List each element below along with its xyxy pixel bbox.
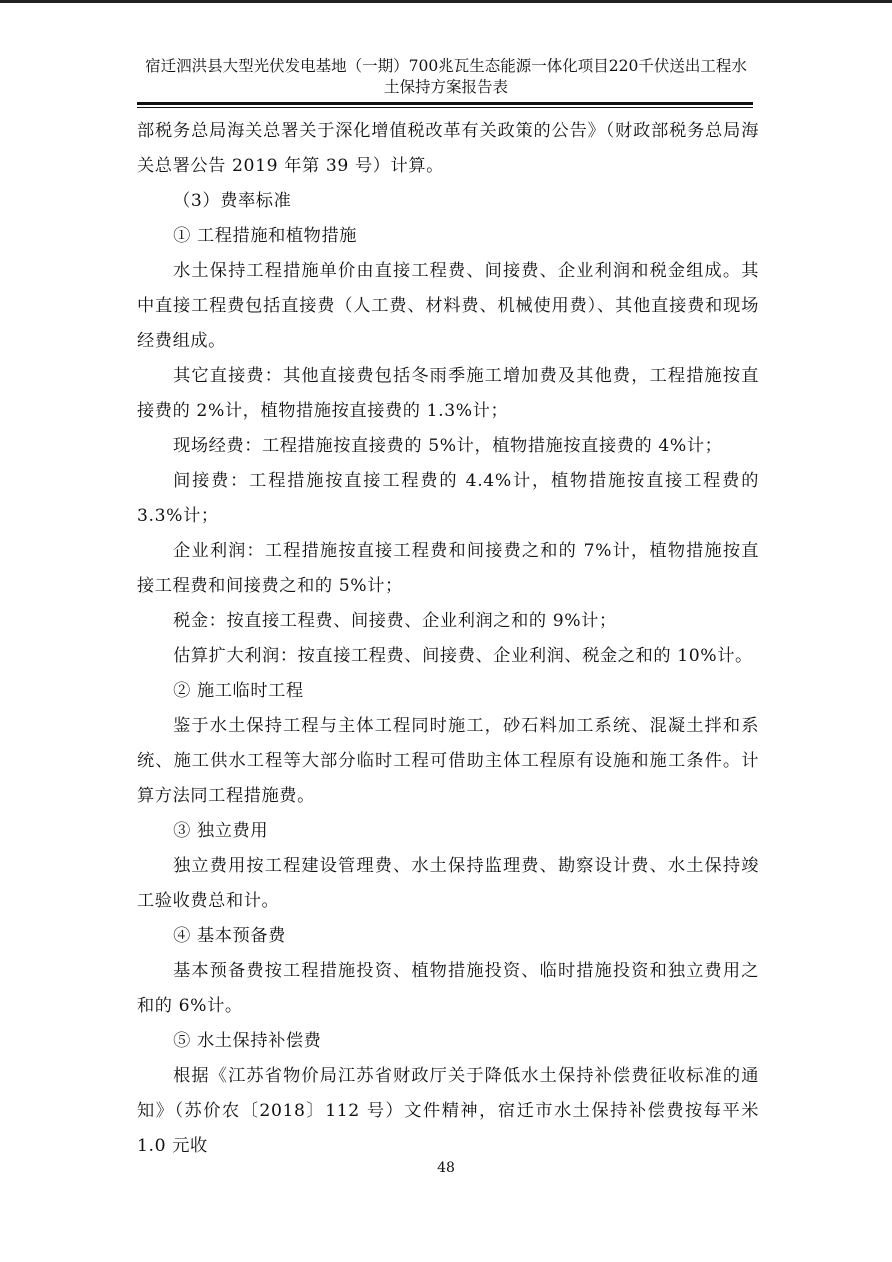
header-line-1: 宿迁泗洪县大型光伏发电基地（一期）700兆瓦生态能源一体化项目220千伏送出工程水 [145, 57, 747, 75]
body-text [137, 114, 759, 1164]
paragraph: 基本预备费按工程措施投资、植物措施投资、临时措施投资和独立费用之和的 6%计。 [137, 961, 759, 1016]
top-border [0, 0, 892, 3]
paragraph: 企业利润：工程措施按直接工程费和间接费之和的 7%计，植物措施按直接工程费和间接费之和的 5%计； [137, 541, 759, 596]
paragraph: 其它直接费：其他直接费包括冬雨季施工增加费及其他费，工程措施按直接费的 2%计，植物措施按直接费的 1.3%计； [137, 366, 759, 421]
paragraph: 间接费：工程措施按直接工程费的 4.4%计，植物措施按直接工程费的 3.3%计； [137, 471, 759, 526]
paragraph: 鉴于水土保持工程与主体工程同时施工，砂石料加工系统、混凝土拌和系统、施工供水工程等大部分临时工程可借助主体工程原有设施和施工条件。计算方法同工程措施费。 [137, 716, 759, 806]
paragraph: 水土保持工程措施单价由直接工程费、间接费、企业利润和税金组成。其中直接工程费包括直接费（人工费、材料费、机械使用费）、其他直接费和现场经费组成。 [137, 261, 759, 351]
paragraph: 估算扩大利润：按直接工程费、间接费、企业利润、税金之和的 10%计。 [173, 646, 753, 666]
subheading-independent-costs: ③ 独立费用 [173, 821, 269, 841]
header-rule-thin [137, 107, 753, 108]
page-number: 48 [437, 1160, 455, 1176]
paragraph: 税金：按直接工程费、间接费、企业利润之和的 9%计； [173, 611, 617, 631]
paragraph: 根据《江苏省物价局江苏省财政厅关于降低水土保持补偿费征收标准的通知》（苏价农〔2018〕112 号）文件精神，宿迁市水土保持补偿费按每平米 1.0 元收 [137, 1066, 759, 1156]
paragraph: 现场经费：工程措施按直接费的 5%计，植物措施按直接费的 4%计； [173, 436, 723, 456]
paragraph: 独立费用按工程建设管理费、水土保持监理费、勘察设计费、水土保持竣工验收费总和计。 [137, 856, 759, 911]
subheading-compensation-fee: ⑤ 水土保持补偿费 [173, 1031, 322, 1051]
header-line-2: 土保持方案报告表 [383, 78, 508, 96]
subheading-temporary-works: ② 施工临时工程 [173, 681, 304, 701]
subheading-engineering-plant: ① 工程措施和植物措施 [173, 226, 358, 246]
paragraph-continuation: 部税务总局海关总署关于深化增值税改革有关政策的公告》（财政部税务总局海关总署公告 2019 年第 39 号）计算。 [137, 121, 759, 176]
section-heading-rate-standard: （3）费率标准 [173, 191, 292, 211]
header-rule-thick [137, 102, 753, 105]
subheading-basic-reserve: ④ 基本预备费 [173, 926, 286, 946]
running-header [120, 56, 772, 98]
